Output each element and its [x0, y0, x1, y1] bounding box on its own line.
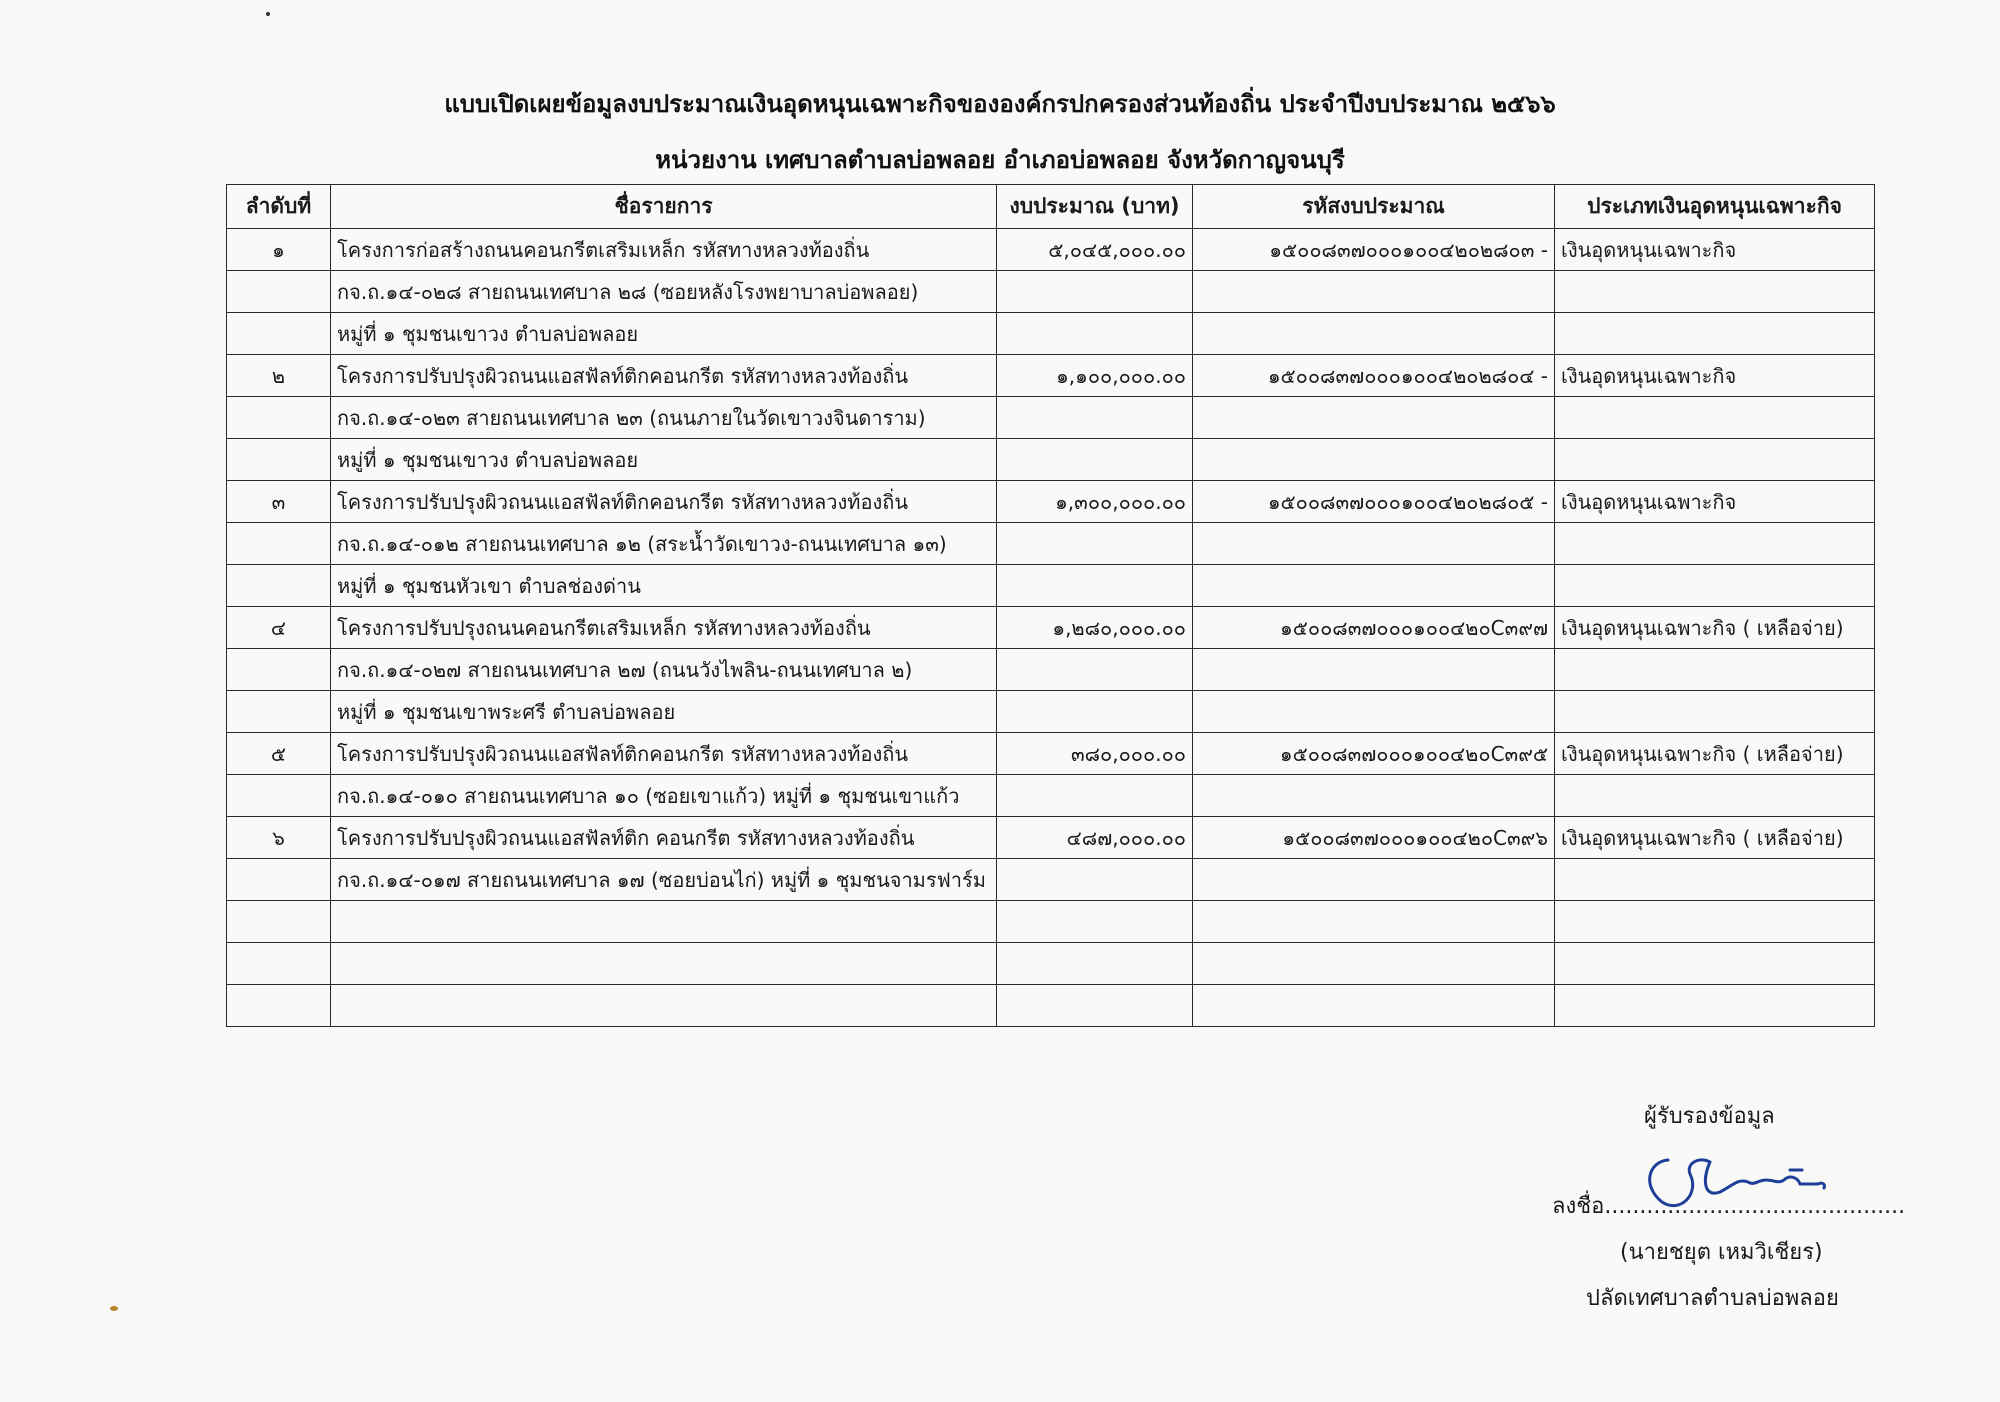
table-row — [227, 943, 1875, 985]
signer-position: ปลัดเทศบาลตำบลบ่อพลอย — [1586, 1286, 1839, 1311]
handwritten-signature — [1640, 1150, 1840, 1220]
row-budget-amount: ๕,๐๔๕,๐๐๐.๐๐ — [997, 229, 1193, 271]
table-row — [227, 859, 1875, 901]
row-grant-type — [1555, 313, 1875, 355]
row-item-name: หมู่ที่ ๑ ชุมชนเขาวง ตำบลบ่อพลอย — [331, 313, 997, 355]
row-grant-type — [1555, 943, 1875, 985]
table-row — [227, 355, 1875, 397]
row-order — [227, 313, 331, 355]
row-grant-type: เงินอุดหนุนเฉพาะกิจ ( เหลือจ่าย) — [1555, 607, 1875, 649]
table-row — [227, 691, 1875, 733]
row-budget-amount: ๔๘๗,๐๐๐.๐๐ — [997, 817, 1193, 859]
row-item-name: หมู่ที่ ๑ ชุมชนหัวเขา ตำบลช่องด่าน — [331, 565, 997, 607]
row-order — [227, 523, 331, 565]
row-budget-code: ๑๕๐๐๘๓๗๐๐๐๑๐๐๔๒๐C๓๙๖ — [1193, 817, 1555, 859]
row-grant-type — [1555, 859, 1875, 901]
row-budget-code — [1193, 775, 1555, 817]
table-row — [227, 565, 1875, 607]
row-order: ๒ — [227, 355, 331, 397]
certifier-label: ผู้รับรองข้อมูล — [1644, 1104, 1775, 1129]
row-grant-type — [1555, 565, 1875, 607]
row-order — [227, 901, 331, 943]
budget-table — [226, 184, 1875, 1027]
row-budget-code: ๑๕๐๐๘๓๗๐๐๐๑๐๐๔๒๐C๓๙๗ — [1193, 607, 1555, 649]
table-row — [227, 313, 1875, 355]
scan-speck — [110, 1306, 118, 1311]
row-grant-type — [1555, 523, 1875, 565]
row-budget-code — [1193, 439, 1555, 481]
col-header-item-name: ชื่อรายการ — [331, 185, 997, 229]
row-item-name: โครงการปรับปรุงผิวถนนแอสฟัลท์ติกคอนกรีต รหัสทางหลวงท้องถิ่น — [331, 355, 997, 397]
table-row — [227, 397, 1875, 439]
table-header-row — [227, 185, 1875, 229]
row-order: ๑ — [227, 229, 331, 271]
row-order: ๕ — [227, 733, 331, 775]
signer-name: (นายชยุต เหมวิเชียร) — [1620, 1240, 1823, 1265]
scan-speck — [266, 12, 270, 16]
row-order — [227, 691, 331, 733]
row-budget-code: ๑๕๐๐๘๓๗๐๐๐๑๐๐๔๒๐C๓๙๕ — [1193, 733, 1555, 775]
row-budget-amount — [997, 565, 1193, 607]
row-grant-type — [1555, 691, 1875, 733]
col-header-budget: งบประมาณ (บาท) — [997, 185, 1193, 229]
row-budget-code — [1193, 901, 1555, 943]
row-budget-code — [1193, 271, 1555, 313]
table-row — [227, 985, 1875, 1027]
table-row — [227, 817, 1875, 859]
row-budget-code — [1193, 943, 1555, 985]
row-item-name: โครงการก่อสร้างถนนคอนกรีตเสริมเหล็ก รหัสทางหลวงท้องถิ่น — [331, 229, 997, 271]
row-grant-type: เงินอุดหนุนเฉพาะกิจ ( เหลือจ่าย) — [1555, 817, 1875, 859]
row-budget-code — [1193, 313, 1555, 355]
row-budget-amount — [997, 397, 1193, 439]
row-budget-code — [1193, 649, 1555, 691]
row-budget-amount — [997, 943, 1193, 985]
row-order — [227, 859, 331, 901]
row-item-name: กจ.ถ.๑๔-๐๑๒ สายถนนเทศบาล ๑๒ (สระน้ำวัดเขาวง-ถนนเทศบาล ๑๓) — [331, 523, 997, 565]
row-budget-amount — [997, 859, 1193, 901]
table-row — [227, 229, 1875, 271]
row-grant-type: เงินอุดหนุนเฉพาะกิจ ( เหลือจ่าย) — [1555, 733, 1875, 775]
col-header-budget-code: รหัสงบประมาณ — [1193, 185, 1555, 229]
row-budget-code: ๑๕๐๐๘๓๗๐๐๐๑๐๐๔๒๐๒๘๐๔ - — [1193, 355, 1555, 397]
row-budget-code: ๑๕๐๐๘๓๗๐๐๐๑๐๐๔๒๐๒๘๐๕ - — [1193, 481, 1555, 523]
row-grant-type: เงินอุดหนุนเฉพาะกิจ — [1555, 355, 1875, 397]
table-row — [227, 439, 1875, 481]
row-order: ๔ — [227, 607, 331, 649]
table-row — [227, 523, 1875, 565]
row-order — [227, 439, 331, 481]
row-budget-amount — [997, 985, 1193, 1027]
col-header-order: ลำดับที่ — [227, 185, 331, 229]
row-item-name — [331, 901, 997, 943]
row-item-name — [331, 985, 997, 1027]
row-budget-code — [1193, 397, 1555, 439]
table-row — [227, 649, 1875, 691]
row-budget-amount — [997, 439, 1193, 481]
row-budget-code — [1193, 859, 1555, 901]
table-body — [227, 229, 1875, 1027]
row-item-name — [331, 943, 997, 985]
sign-label: ลงชื่อ........................................... — [1552, 1194, 1906, 1219]
row-order — [227, 271, 331, 313]
row-budget-amount — [997, 523, 1193, 565]
table-row — [227, 271, 1875, 313]
row-budget-amount: ๑,๒๘๐,๐๐๐.๐๐ — [997, 607, 1193, 649]
row-grant-type — [1555, 985, 1875, 1027]
row-grant-type — [1555, 649, 1875, 691]
row-budget-amount: ๓๘๐,๐๐๐.๐๐ — [997, 733, 1193, 775]
row-item-name: โครงการปรับปรุงผิวถนนแอสฟัลท์ติกคอนกรีต รหัสทางหลวงท้องถิ่น — [331, 481, 997, 523]
row-budget-code — [1193, 691, 1555, 733]
row-budget-amount: ๑,๑๐๐,๐๐๐.๐๐ — [997, 355, 1193, 397]
row-budget-code — [1193, 565, 1555, 607]
row-order — [227, 565, 331, 607]
row-budget-amount — [997, 901, 1193, 943]
row-order — [227, 397, 331, 439]
col-header-grant-type: ประเภทเงินอุดหนุนเฉพาะกิจ — [1555, 185, 1875, 229]
row-item-name: โครงการปรับปรุงผิวถนนแอสฟัลท์ติก คอนกรีต รหัสทางหลวงท้องถิ่น — [331, 817, 997, 859]
agency-title: หน่วยงาน เทศบาลตำบลบ่อพลอย อำเภอบ่อพลอย จังหวัดกาญจนบุรี — [655, 146, 1345, 174]
document-title: แบบเปิดเผยข้อมูลงบประมาณเงินอุดหนุนเฉพาะกิจขององค์กรปกครองส่วนท้องถิ่น ประจำปีงบประมาณ ๒๕๖๖ — [444, 90, 1556, 118]
row-grant-type — [1555, 775, 1875, 817]
row-item-name: กจ.ถ.๑๔-๐๒๗ สายถนนเทศบาล ๒๗ (ถนนวังไพลิน-ถนนเทศบาล ๒) — [331, 649, 997, 691]
row-item-name: กจ.ถ.๑๔-๐๑๗ สายถนนเทศบาล ๑๗ (ซอยบ่อนไก่) หมู่ที่ ๑ ชุมชนจามรฟาร์ม — [331, 859, 997, 901]
row-item-name: หมู่ที่ ๑ ชุมชนเขาพระศรี ตำบลบ่อพลอย — [331, 691, 997, 733]
row-budget-code — [1193, 985, 1555, 1027]
row-grant-type: เงินอุดหนุนเฉพาะกิจ — [1555, 229, 1875, 271]
row-budget-code — [1193, 523, 1555, 565]
row-budget-amount — [997, 691, 1193, 733]
table-row — [227, 901, 1875, 943]
row-item-name: กจ.ถ.๑๔-๐๑๐ สายถนนเทศบาล ๑๐ (ซอยเขาแก้ว) หมู่ที่ ๑ ชุมชนเขาแก้ว — [331, 775, 997, 817]
row-budget-code: ๑๕๐๐๘๓๗๐๐๐๑๐๐๔๒๐๒๘๐๓ - — [1193, 229, 1555, 271]
row-order — [227, 943, 331, 985]
row-budget-amount — [997, 775, 1193, 817]
row-grant-type — [1555, 901, 1875, 943]
row-budget-amount: ๑,๓๐๐,๐๐๐.๐๐ — [997, 481, 1193, 523]
row-grant-type — [1555, 439, 1875, 481]
row-order — [227, 985, 331, 1027]
row-item-name: โครงการปรับปรุงถนนคอนกรีตเสริมเหล็ก รหัสทางหลวงท้องถิ่น — [331, 607, 997, 649]
table-row — [227, 775, 1875, 817]
table-row — [227, 607, 1875, 649]
row-budget-amount — [997, 271, 1193, 313]
row-budget-amount — [997, 649, 1193, 691]
table-row — [227, 733, 1875, 775]
row-item-name: หมู่ที่ ๑ ชุมชนเขาวง ตำบลบ่อพลอย — [331, 439, 997, 481]
table-row — [227, 481, 1875, 523]
row-grant-type — [1555, 397, 1875, 439]
row-order — [227, 775, 331, 817]
row-grant-type: เงินอุดหนุนเฉพาะกิจ — [1555, 481, 1875, 523]
row-budget-amount — [997, 313, 1193, 355]
row-item-name: กจ.ถ.๑๔-๐๒๘ สายถนนเทศบาล ๒๘ (ซอยหลังโรงพยาบาลบ่อพลอย) — [331, 271, 997, 313]
row-item-name: โครงการปรับปรุงผิวถนนแอสฟัลท์ติกคอนกรีต รหัสทางหลวงท้องถิ่น — [331, 733, 997, 775]
row-order — [227, 649, 331, 691]
row-grant-type — [1555, 271, 1875, 313]
row-order: ๖ — [227, 817, 331, 859]
row-order: ๓ — [227, 481, 331, 523]
row-item-name: กจ.ถ.๑๔-๐๒๓ สายถนนเทศบาล ๒๓ (ถนนภายในวัดเขาวงจินดาราม) — [331, 397, 997, 439]
